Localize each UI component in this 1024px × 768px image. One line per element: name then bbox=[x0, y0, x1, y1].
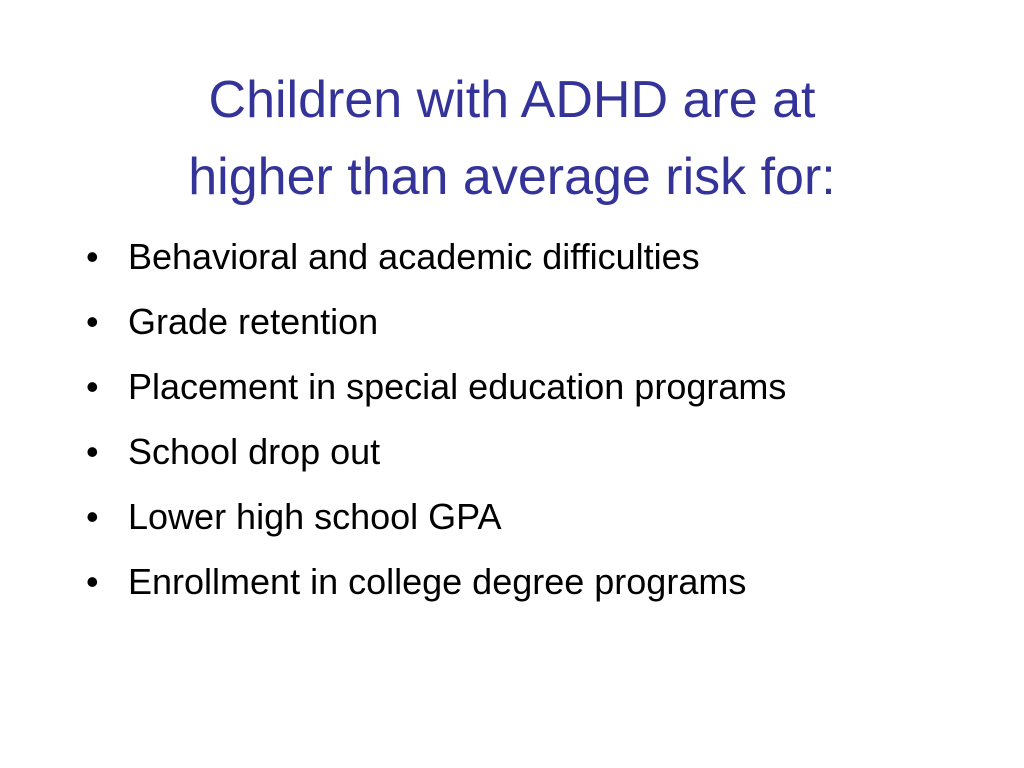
bullet-icon: • bbox=[86, 301, 99, 342]
bullet-text: Lower high school GPA bbox=[128, 496, 502, 537]
bullet-item bbox=[84, 555, 964, 608]
bullet-icon: • bbox=[86, 366, 99, 407]
bullet-icon: • bbox=[86, 236, 99, 277]
bullet-text: Enrollment in college degree programs bbox=[128, 561, 747, 602]
bullet-text: School drop out bbox=[128, 431, 381, 472]
slide-title-line-2: higher than average risk for: bbox=[188, 148, 836, 206]
bullet-list bbox=[84, 230, 964, 620]
bullet-icon: • bbox=[86, 496, 99, 537]
bullet-text: Grade retention bbox=[128, 301, 379, 342]
bullet-icon: • bbox=[86, 561, 99, 602]
bullet-item bbox=[84, 230, 964, 283]
bullet-item bbox=[84, 490, 964, 543]
bullet-text: Placement in special education programs bbox=[128, 366, 787, 407]
slide-title bbox=[60, 62, 964, 216]
bullet-text: Behavioral and academic difficulties bbox=[128, 236, 700, 277]
bullet-item bbox=[84, 425, 964, 478]
bullet-icon: • bbox=[86, 431, 99, 472]
bullet-item bbox=[84, 360, 964, 413]
bullet-item bbox=[84, 295, 964, 348]
slide-title-line-1: Children with ADHD are at bbox=[208, 71, 816, 129]
